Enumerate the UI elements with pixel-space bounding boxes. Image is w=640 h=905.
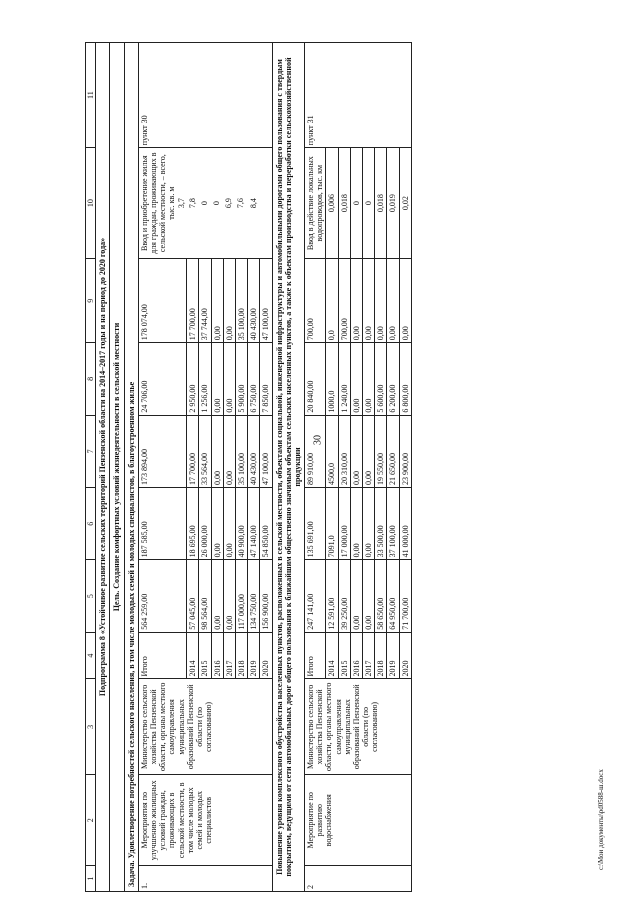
value-cell: 89 910,00 — [305, 415, 326, 487]
program-table — [85, 42, 412, 892]
value-cell: 58 650,00 — [375, 560, 387, 632]
value-cell: 41 000,00 — [399, 488, 411, 560]
measure-name: Мероприятия по улучшению жилищных условий граждан, проживающих в сельской местности, в том числе молодых семей и молодых специалистов — [138, 775, 272, 866]
value-cell: 1000,0 — [326, 343, 338, 415]
value-cell: 5 900,00 — [235, 343, 247, 415]
value-cell: 0,00 — [223, 259, 235, 343]
value-cell: 173 894,00 — [138, 415, 186, 487]
value-cell: 0,00 — [223, 343, 235, 415]
value-cell: 6 800,00 — [399, 343, 411, 415]
value-cell: 0,00 — [223, 415, 235, 487]
indicator-value: 0 — [363, 148, 375, 259]
indicator-value: 0,02 — [399, 148, 411, 259]
year-cell: 2015 — [338, 632, 350, 679]
subprogram-title: Подпрограмма 8 «Устойчивое развитие сельских территорий Пензенской области на 2014–2017 годы и на период до 2020 года» — [96, 43, 110, 892]
value-cell: 0,00 — [363, 488, 375, 560]
value-cell: 0,0 — [326, 259, 338, 343]
indicator-value: 7,6 — [235, 148, 247, 259]
year-cell: 2019 — [387, 632, 399, 679]
year-cell: 2018 — [375, 632, 387, 679]
value-cell: 40 900,00 — [235, 488, 247, 560]
value-cell: 0,00 — [350, 343, 362, 415]
value-cell: 247 141,00 — [305, 560, 326, 632]
value-cell: 40 430,00 — [248, 259, 260, 343]
indicator-value: 0 — [211, 148, 223, 259]
indicator-value: 6,9 — [223, 148, 235, 259]
value-cell: 0,00 — [350, 259, 362, 343]
value-cell: 37 100,00 — [387, 488, 399, 560]
executor: Министерство сельского хозяйства Пензенской области, органы местного самоуправления муниципальных образований Пензенской области (по согласованию) — [138, 679, 272, 775]
value-cell: 98 564,00 — [199, 560, 211, 632]
indicator-value: 0,006 — [326, 148, 338, 259]
indicator-text: Ввод в действие локальных водопроводов, тыс. км — [305, 148, 326, 259]
value-cell: 20 310,00 — [338, 415, 350, 487]
value-cell: 0,00 — [387, 259, 399, 343]
reference-cell: пункт 30 — [138, 43, 272, 148]
value-cell: 7 850,00 — [260, 343, 272, 415]
value-cell: 35 100,00 — [235, 415, 247, 487]
value-cell: 117 000,00 — [235, 560, 247, 632]
year-cell: 2015 — [199, 632, 211, 679]
col-header: 2 — [86, 775, 96, 866]
year-cell: 2016 — [211, 632, 223, 679]
value-cell: 35 100,00 — [235, 259, 247, 343]
year-cell: Итого — [138, 632, 186, 679]
value-cell: 71 700,00 — [399, 560, 411, 632]
value-cell: 0,00 — [375, 259, 387, 343]
row-number: 2 — [305, 866, 412, 892]
file-path-note: с:\Мои документы\pd0588-ш.docx — [597, 769, 605, 870]
value-cell: 0,00 — [363, 343, 375, 415]
value-cell: 17 700,00 — [187, 415, 199, 487]
value-cell: 4500,0 — [326, 415, 338, 487]
value-cell: 564 259,00 — [138, 560, 186, 632]
value-cell: 23 900,00 — [399, 415, 411, 487]
year-cell: 2014 — [187, 632, 199, 679]
page-number: 30 — [312, 435, 324, 445]
col-header: 9 — [86, 259, 96, 343]
value-cell: 18 695,00 — [187, 488, 199, 560]
year-cell: 2020 — [399, 632, 411, 679]
value-cell: 156 900,00 — [260, 560, 272, 632]
value-cell: 1 240,00 — [338, 343, 350, 415]
goal-title: Цель. Создание комфортных условий жизнедеятельности в сельской местности — [110, 43, 124, 892]
value-cell: 0,00 — [399, 259, 411, 343]
indicator-value: 7,8 — [187, 148, 199, 259]
value-cell: 2 950,00 — [187, 343, 199, 415]
value-cell: 17 700,00 — [187, 259, 199, 343]
value-cell: 0,00 — [211, 415, 223, 487]
indicator-value: 0 — [350, 148, 362, 259]
value-cell: 5 600,00 — [375, 343, 387, 415]
value-cell: 0,00 — [350, 415, 362, 487]
value-cell: 39 250,00 — [338, 560, 350, 632]
col-header: 3 — [86, 679, 96, 775]
value-cell: 47 100,00 — [260, 415, 272, 487]
value-cell: 0,00 — [363, 560, 375, 632]
value-cell: 0,00 — [363, 415, 375, 487]
value-cell: 17 000,00 — [338, 488, 350, 560]
indicator-value: 0,019 — [387, 148, 399, 259]
year-cell: 2016 — [350, 632, 362, 679]
indicator-value: 8,4 — [248, 148, 260, 259]
col-header: 1 — [86, 866, 96, 892]
indicator-value: 0 — [199, 148, 211, 259]
indicator-value — [260, 148, 272, 259]
col-header: 5 — [86, 560, 96, 632]
value-cell: 0,00 — [363, 259, 375, 343]
value-cell: 47 100,00 — [260, 259, 272, 343]
value-cell: 6 200,00 — [387, 343, 399, 415]
value-cell: 33 564,00 — [199, 415, 211, 487]
value-cell: 0,00 — [223, 560, 235, 632]
col-header: 7 — [86, 415, 96, 487]
value-cell: 6 750,00 — [248, 343, 260, 415]
col-header: 11 — [86, 43, 96, 148]
value-cell: 26 000,00 — [199, 488, 211, 560]
value-cell: 1 256,00 — [199, 343, 211, 415]
value-cell: 135 691,00 — [305, 488, 326, 560]
value-cell: 33 500,00 — [375, 488, 387, 560]
indicator-cell — [138, 148, 186, 259]
value-cell: 7091,0 — [326, 488, 338, 560]
value-cell: 0,00 — [211, 343, 223, 415]
value-cell: 54 850,00 — [260, 488, 272, 560]
value-cell: 700,00 — [305, 259, 326, 343]
rotated-table-sheet — [85, 42, 565, 892]
table-row — [305, 43, 326, 892]
value-cell: 0,00 — [211, 488, 223, 560]
task-2-title: Повышение уровня комплексного обустройства населенных пунктов, расположенных в сельской местности, объектами социальной, инженерной инфраструктуры и автомобильными дорогами общего пользования с твердым покрытием, ведущими от сети автомобильных дорог общего пользования к ближайшим общественно значимым объектам сельских населенных пунктов, а также к объектам производства и переработки сельскохозяйственной продукции — [272, 43, 305, 892]
indicator-value: 3,7 — [176, 198, 186, 209]
value-cell: 134 750,00 — [248, 560, 260, 632]
year-cell: 2014 — [326, 632, 338, 679]
value-cell: 37 744,00 — [199, 259, 211, 343]
task-1-title: Задача. Удовлетворение потребностей сельского населения, в том числе молодых семей и молодых специалистов, в благоустроенном жилье — [124, 43, 138, 892]
value-cell: 0,00 — [350, 488, 362, 560]
value-cell: 21 650,00 — [387, 415, 399, 487]
value-cell: 57 045,00 — [187, 560, 199, 632]
measure-name: Мероприятие по развитию водоснабжения — [305, 775, 412, 866]
value-cell: 0,00 — [223, 488, 235, 560]
col-header: 6 — [86, 488, 96, 560]
value-cell: 178 074,00 — [138, 259, 186, 343]
year-cell: Итого — [305, 632, 326, 679]
executor: Министерство сельского хозяйства Пензенской области, органы местного самоуправления муниципальных образований Пензенской области (по согласованию) — [305, 679, 412, 775]
value-cell: 47 140,00 — [248, 488, 260, 560]
value-cell: 0,00 — [350, 560, 362, 632]
value-cell: 19 550,00 — [375, 415, 387, 487]
year-cell: 2018 — [235, 632, 247, 679]
value-cell: 40 430,00 — [248, 415, 260, 487]
indicator-value: 0,018 — [338, 148, 350, 259]
table-row — [138, 43, 186, 892]
value-cell: 20 840,00 — [305, 343, 326, 415]
column-number-row — [86, 43, 96, 892]
year-cell: 2020 — [260, 632, 272, 679]
year-cell: 2019 — [248, 632, 260, 679]
value-cell: 0,00 — [211, 560, 223, 632]
indicator-value: 0,018 — [375, 148, 387, 259]
year-cell: 2017 — [223, 632, 235, 679]
value-cell: 187 585,00 — [138, 488, 186, 560]
col-header: 4 — [86, 632, 96, 679]
value-cell: 64 950,00 — [387, 560, 399, 632]
value-cell: 0,00 — [211, 259, 223, 343]
value-cell: 12 591,00 — [326, 560, 338, 632]
col-header: 10 — [86, 148, 96, 259]
reference-cell: пункт 31 — [305, 43, 412, 148]
col-header: 8 — [86, 343, 96, 415]
value-cell: 24 706,00 — [138, 343, 186, 415]
indicator-text: Ввод и приобретение жилья для граждан, проживающих в сельской местности, – всего, тыс. кв. м — [139, 152, 177, 254]
value-cell: 700,00 — [338, 259, 350, 343]
year-cell: 2017 — [363, 632, 375, 679]
row-number: 1. — [138, 866, 272, 892]
